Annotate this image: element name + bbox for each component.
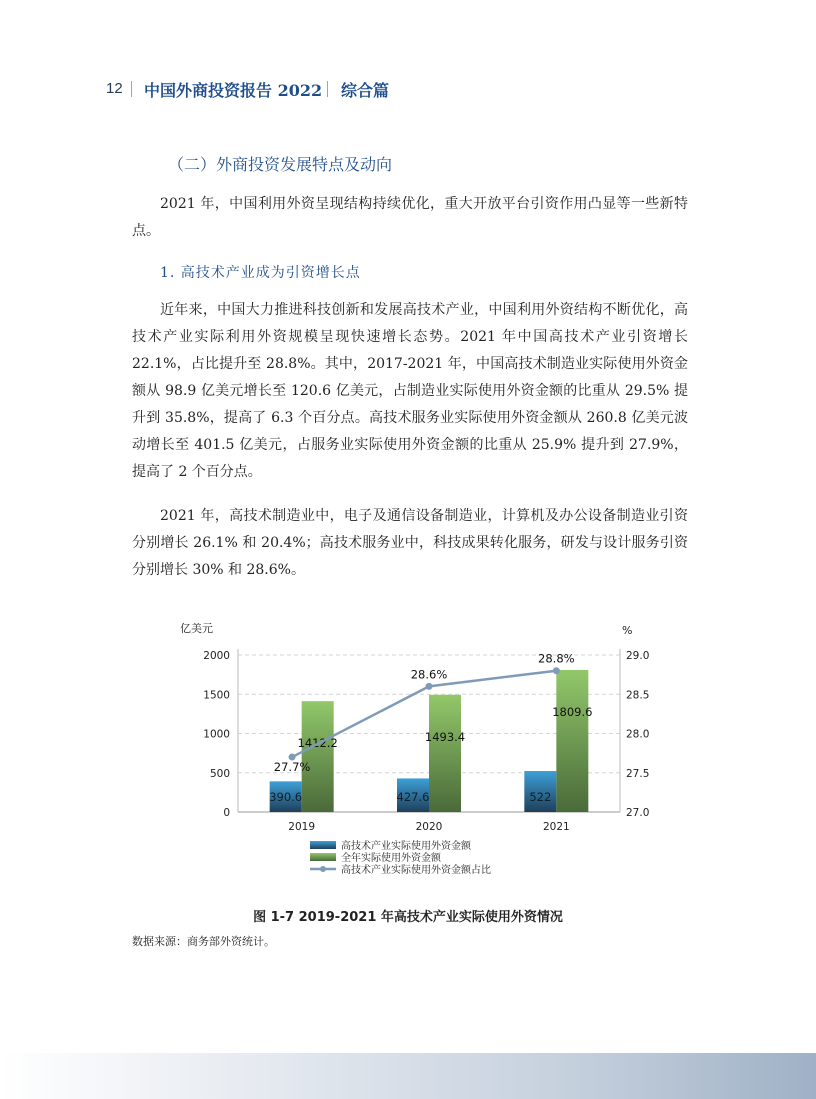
right-tick-label: 27.0 [626, 807, 650, 819]
line-label: 27.7% [273, 760, 311, 775]
intro-paragraph: 2021 年，中国利用外资呈现结构持续优化，重大开放平台引资作用凸显等一些新特点。 [132, 196, 688, 239]
bar-label-high-tech: 522 [529, 790, 552, 804]
right-tick-label: 27.5 [626, 767, 650, 780]
line-label: 28.6% [410, 667, 448, 682]
header-divider [327, 81, 328, 97]
line-point-2021 [553, 667, 560, 674]
bar-total-2020 [429, 695, 461, 812]
bar-total-2019 [302, 701, 334, 812]
right-tick-label: 28.5 [626, 689, 650, 702]
right-axis-unit: % [622, 624, 633, 637]
left-tick-label: 1000 [203, 728, 230, 741]
data-source: 数据来源：商务部外资统计。 [132, 935, 275, 948]
bar-label-total: 1412.2 [297, 736, 338, 751]
left-tick-label: 2000 [203, 650, 230, 662]
chart-svg [170, 616, 650, 891]
bar-label-total: 1493.4 [424, 729, 466, 744]
right-tick-label: 28.0 [626, 728, 650, 741]
bar-label-high-tech: 390.6 [269, 790, 303, 804]
bar-label-total: 1809.6 [552, 704, 593, 719]
legend-label: 全年实际使用外资金额 [341, 853, 441, 864]
x-tick-label: 2021 [542, 821, 570, 833]
x-tick-label: 2019 [288, 821, 316, 833]
body-paragraph-1: 近年来，中国大力推进科技创新和发展高技术产业，中国利用外资结构不断优化，高技术产业实际利用外资规模呈现快速增长态势。2021 年中国高技术产业引资增长 22.1%，占比提升至 28.8%。其中，2017-2021 年，中国高技术制造业实际使用外资金额从 98.9 亿美元增长至 120.6 亿美元，占制造业实际使用外资金额的比重从 29.5% 提升到 35.8%，提高了 6.3 个百分点。高技术服务业实际使用外资金额从 260.8 亿美元波动增长至 401.5 亿美元，占服务业实际使用外资金额的比重从 25.9% 提升到 27.9%，提高了 2 个百分点。 [132, 302, 688, 480]
left-axis-unit: 亿美元 [180, 622, 213, 635]
left-tick-label: 500 [209, 767, 230, 780]
page-header [0, 78, 816, 102]
left-tick-label: 0 [223, 807, 230, 819]
x-tick-label: 2020 [415, 821, 443, 833]
line-label: 28.8% [538, 651, 575, 666]
legend-line-marker [320, 866, 326, 872]
body-paragraph-2: 2021 年，高技术制造业中，电子及通信设备制造业，计算机及办公设备制造业引资分别增长 26.1% 和 20.4%；高技术服务业中，科技成果转化服务，研发与设计服务引资分别增长 30% 和 28.6%。 [132, 508, 688, 578]
bar-label-high-tech: 427.6 [396, 790, 430, 804]
legend-label: 高技术产业实际使用外资金额占比 [341, 865, 491, 876]
left-tick-label: 1500 [203, 689, 230, 702]
footer-band [0, 1053, 816, 1099]
line-point-2020 [426, 683, 433, 690]
header-divider [131, 81, 132, 97]
bar-total-2021 [556, 670, 588, 812]
legend-swatch [310, 853, 336, 861]
legend-label: 高技术产业实际使用外资金额 [341, 841, 471, 852]
figure-caption: 图 1-7 2019-2021 年高技术产业实际使用外资情况 [253, 910, 563, 925]
page-number: 12 [106, 80, 123, 97]
legend-swatch [310, 841, 336, 849]
subheading: 1. 高技术产业成为引资增长点 [160, 265, 361, 281]
report-title: 中国外商投资报告 2022 [144, 81, 323, 100]
section-name: 综合篇 [341, 81, 390, 100]
chart [170, 616, 650, 891]
right-tick-label: 29.0 [626, 650, 650, 662]
section-title: （二）外商投资发展特点及动向 [168, 155, 393, 174]
